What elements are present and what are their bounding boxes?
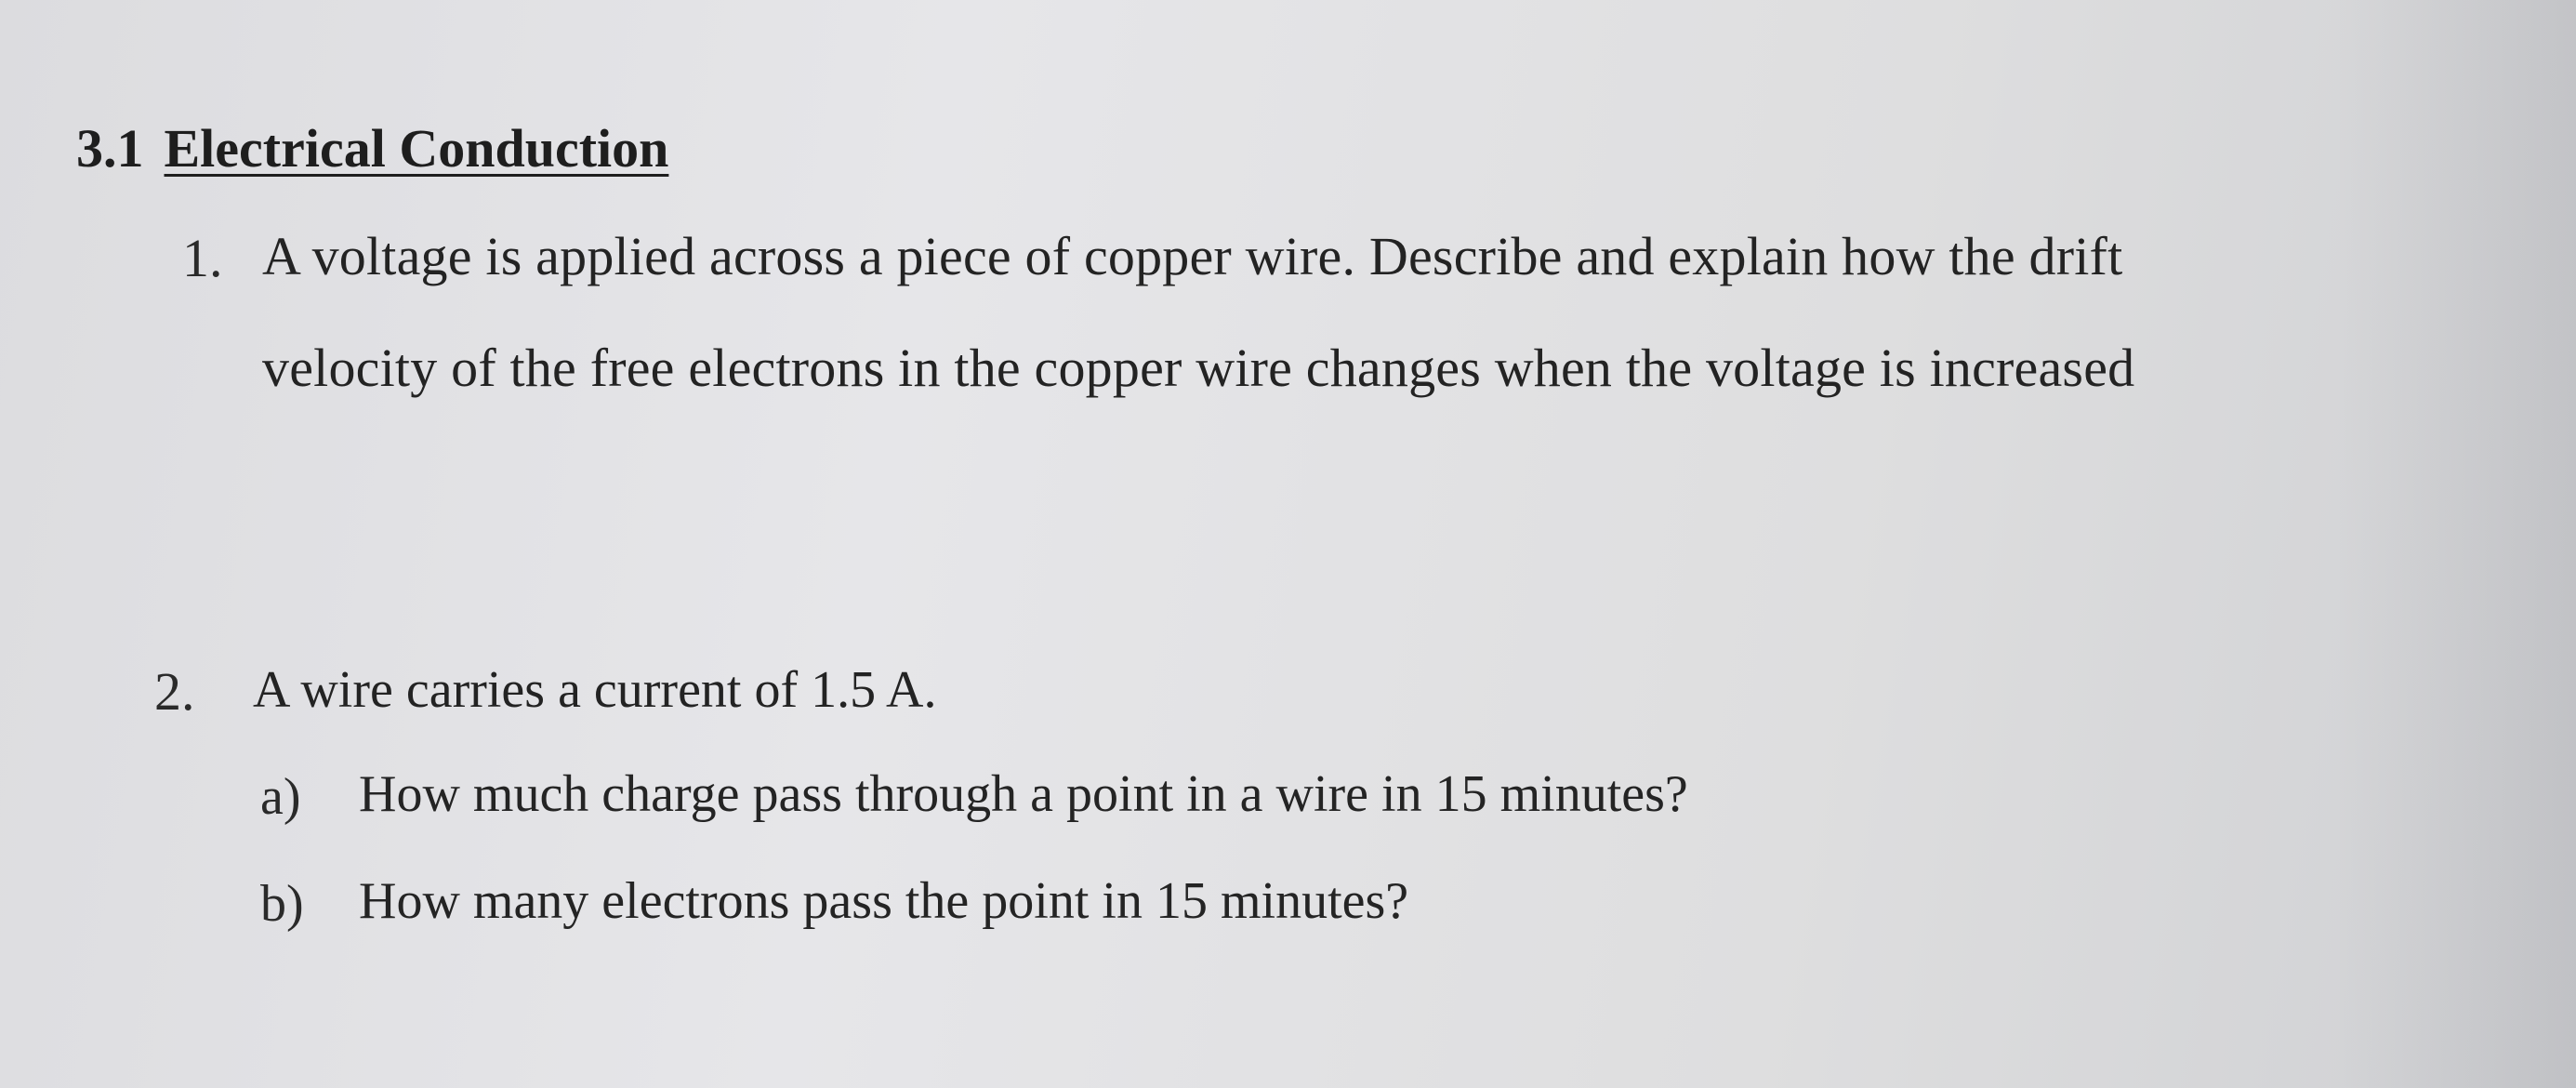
section-title: Electrical Conduction [164, 118, 669, 179]
question-1-line-2: velocity of the free electrons in the copper wire changes when the voltage is increased [262, 338, 2135, 398]
question-2-number: 2. [154, 661, 195, 722]
question-2b-label: b) [260, 875, 304, 933]
question-2a-label: a) [260, 768, 301, 826]
section-number: 3.1 [76, 118, 144, 179]
question-1-line-1: A voltage is applied across a piece of copper wire. Describe and explain how the drift [262, 226, 2123, 286]
question-2b-text: How many electrons pass the point in 15 minutes? [359, 872, 1409, 930]
question-2a-text: How much charge pass through a point in a wire in 15 minutes? [359, 765, 1688, 823]
page-shadow [2334, 0, 2576, 1088]
question-1-number: 1. [182, 228, 223, 288]
section-heading [76, 117, 668, 179]
question-2-line-1: A wire carries a current of 1.5 A. [253, 661, 937, 719]
